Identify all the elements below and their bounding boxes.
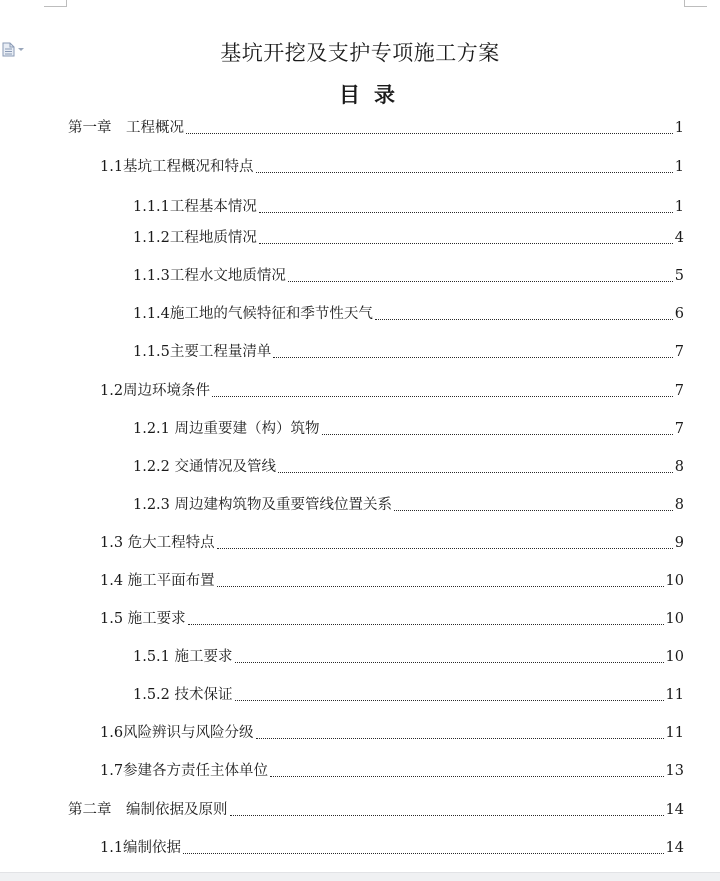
toc-entry-1-1[interactable] [100,157,684,177]
toc-entry-label: 1.2.3 周边建构筑物及重要管线位置关系 [133,497,393,513]
toc-page-number: 1 [674,159,684,175]
toc-leader [259,212,673,213]
toc-entry-label: 第一章 工程概况 [68,120,184,136]
toc-leader [270,776,663,777]
toc-entry-label: 1.5.2 技术保证 [133,687,233,703]
toc-leader [278,472,673,473]
toc-entry-label: 1.2周边环境条件 [100,383,211,399]
toc-leader [230,815,664,816]
toc-page-number: 7 [674,344,684,360]
toc-entry-1-1-1[interactable] [133,197,684,217]
toc-leader [322,434,673,435]
toc-entry-1-2-2[interactable] [133,457,684,477]
toc-entry-chapter-1[interactable] [68,118,684,138]
toc-entry-label: 1.4 施工平面布置 [100,573,215,589]
toc-page-number: 1 [674,199,684,215]
toc-leader [375,319,673,320]
toc-entry-2-1[interactable] [100,838,684,858]
toc-page-number: 11 [665,687,684,703]
toc-leader [256,172,673,173]
toc-page-number: 13 [665,763,684,779]
toc-leader [188,624,664,625]
toc-entry-1-5-2[interactable] [133,685,684,705]
toc-entry-1-1-4[interactable] [133,304,684,324]
toc-entry-1-7[interactable] [100,761,684,781]
toc-page-number: 14 [665,840,684,856]
toc-leader [288,281,673,282]
toc-entry-label: 1.5.1 施工要求 [133,649,233,665]
toc-entry-1-5[interactable] [100,609,684,629]
toc-leader [273,357,672,358]
toc-entry-label: 1.2.2 交通情况及管线 [133,459,277,475]
toc-leader [186,133,673,134]
toc-entry-1-1-3[interactable] [133,266,684,286]
toc-entry-label: 第二章 编制依据及原则 [68,802,228,818]
toc-entry-1-1-5[interactable] [133,342,684,362]
toc-entry-label: 1.1.4施工地的气候特征和季节性天气 [133,306,373,322]
toc-leader [256,738,664,739]
toc-heading: 目录 [339,82,409,107]
toc-page-number: 1 [674,120,684,136]
toc-leader [259,243,673,244]
page-corner-mark-left [44,0,67,7]
page-corner-mark-right [684,0,707,7]
toc-page-number: 4 [674,230,684,246]
toc-page-number: 10 [665,611,684,627]
toc-leader [212,396,673,397]
document-title: 基坑开挖及支护专项施工方案 [220,41,500,65]
toc-entry-1-6[interactable] [100,723,684,743]
toc-entry-1-3[interactable] [100,533,684,553]
toc-entry-label: 1.3 危大工程特点 [100,535,215,551]
toc-entry-label: 1.2.1 周边重要建（构）筑物 [133,421,320,437]
toc-page-number: 5 [674,268,684,284]
toc-page-number: 6 [674,306,684,322]
toc-entry-1-1-2[interactable] [133,228,684,248]
toc-page-number: 8 [674,497,684,513]
toc-entry-label: 1.5 施工要求 [100,611,186,627]
toc-entry-1-2[interactable] [100,381,684,401]
toc-leader [235,700,664,701]
toc-page-number: 7 [674,383,684,399]
toc-entry-label: 1.7参建各方责任主体单位 [100,763,269,779]
toc-page-number: 8 [674,459,684,475]
toc-leader [217,586,664,587]
toc-entry-chapter-2[interactable] [68,800,684,820]
toc-entry-label: 1.1.2工程地质情况 [133,230,257,246]
toc-entry-1-5-1[interactable] [133,647,684,667]
toc-page-number: 10 [665,573,684,589]
toc-entry-1-4[interactable] [100,571,684,591]
toc-leader [183,853,663,854]
toc-entry-label: 1.6风险辨识与风险分级 [100,725,254,741]
toc-entry-label: 1.1.3工程水文地质情况 [133,268,286,284]
toc-entry-label: 1.1.1工程基本情况 [133,199,257,215]
toc-entry-label: 1.1.5主要工程量清单 [133,344,272,360]
toc-page-number: 14 [665,802,684,818]
toc-leader [235,662,664,663]
toc-entry-label: 1.1编制依据 [100,840,182,856]
toc-page-number: 9 [674,535,684,551]
toc-page-number: 11 [665,725,684,741]
toc-leader [394,510,673,511]
toc-entry-1-2-1[interactable] [133,419,684,439]
toc-entry-label: 1.1基坑工程概况和特点 [100,159,254,175]
toc-page-number: 7 [674,421,684,437]
toc-leader [217,548,673,549]
toc-entry-1-2-3[interactable] [133,495,684,515]
toc-page-number: 10 [665,649,684,665]
